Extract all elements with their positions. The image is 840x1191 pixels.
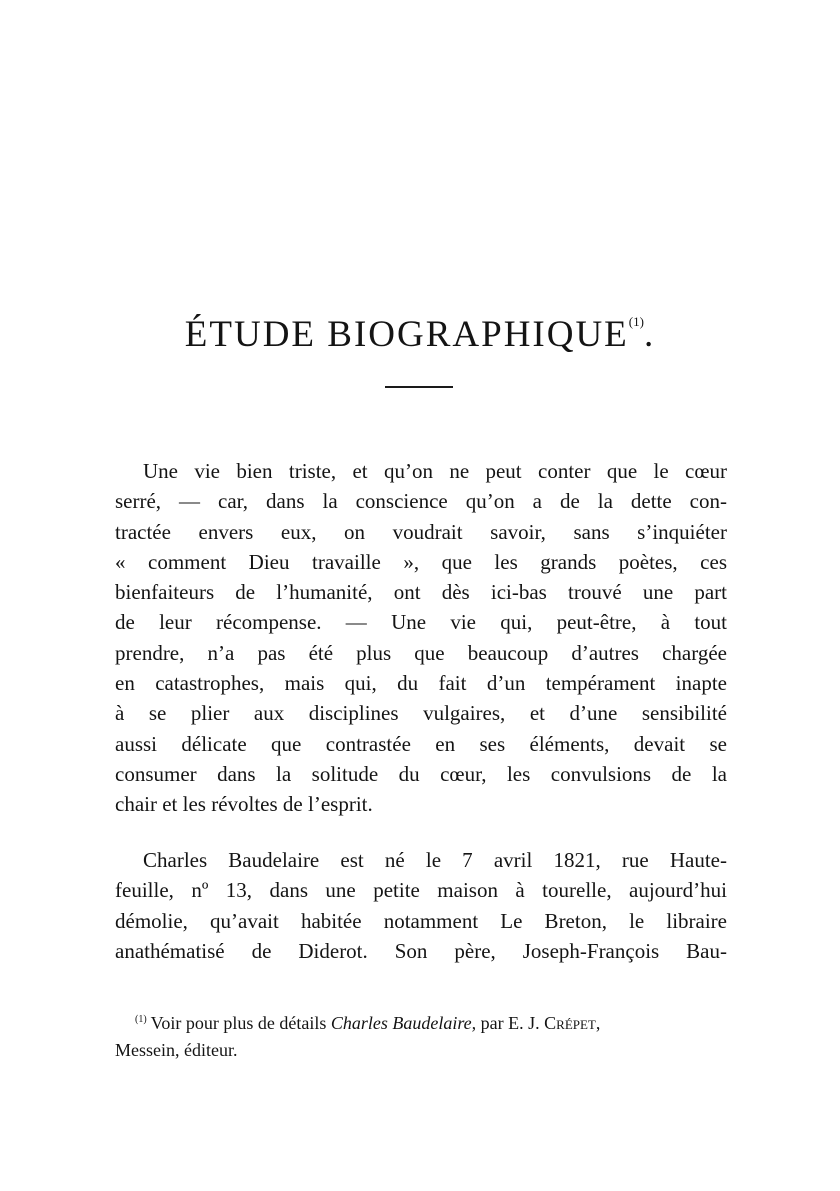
text-line: chair et les révoltes de l’esprit. xyxy=(115,792,373,817)
footnote-author-surname: Crépet, xyxy=(544,1013,601,1033)
footnote-line-1 xyxy=(115,1006,727,1037)
title-end-punct: . xyxy=(643,314,656,355)
text-line: Charles Baudelaire est né le 7 avril 1821, rue Haute- xyxy=(143,848,727,872)
text-line: « comment Dieu travaille », que les grands poètes, ces xyxy=(115,549,727,574)
text-line: démolie, qu’avait habitée notamment Le Breton, le libraire xyxy=(115,908,727,933)
text-line: de leur récompense. — Une vie qui, peut-être, à tout xyxy=(115,610,727,635)
text-line: prendre, n’a pas été plus que beaucoup d’autres chargée xyxy=(115,640,727,665)
text-line: à se plier aux disciplines vulgaires, et d’une sensibilité xyxy=(115,701,727,726)
text-line: Une vie bien triste, et qu’on ne peut conter que le cœur xyxy=(143,459,727,483)
footnote-line-2: Messein, éditeur. xyxy=(115,1040,238,1060)
page-title xyxy=(0,300,840,357)
footnote-text-middle: par E. J. xyxy=(480,1013,540,1033)
text-line: bienfaiteurs de l’humanité, ont dès ici-bas trouvé une part xyxy=(115,580,727,605)
paragraph-1 xyxy=(115,456,727,820)
text-line: anathématisé de Diderot. Son père, Joseph-François Bau- xyxy=(115,938,727,963)
text-line: aussi délicate que contrastée en ses éléments, devait se xyxy=(115,731,727,756)
footnote-marker: (1) xyxy=(135,1014,147,1025)
footnote-book-title: Charles Baudelaire, xyxy=(330,1013,477,1033)
text-line: consumer dans la solitude du cœur, les convulsions de la xyxy=(115,761,727,786)
title-footnote-marker: (1) xyxy=(628,314,644,329)
title-text: ÉTUDE BIOGRAPHIQUE xyxy=(184,314,629,355)
text-line: feuille, nº 13, dans une petite maison à tourelle, aujourd’hui xyxy=(115,878,727,903)
text-line: en catastrophes, mais qui, du fait d’un tempérament inapte xyxy=(115,671,727,696)
text-line: serré, — car, dans la conscience qu’on a de la dette con- xyxy=(115,489,727,514)
footnote-text-before: Voir pour plus de détails xyxy=(150,1013,327,1033)
title-divider xyxy=(385,386,453,388)
paragraph-2 xyxy=(115,845,727,966)
text-line: tractée envers eux, on voudrait savoir, sans s’inquiéter xyxy=(115,519,727,544)
footnote xyxy=(115,1006,727,1064)
